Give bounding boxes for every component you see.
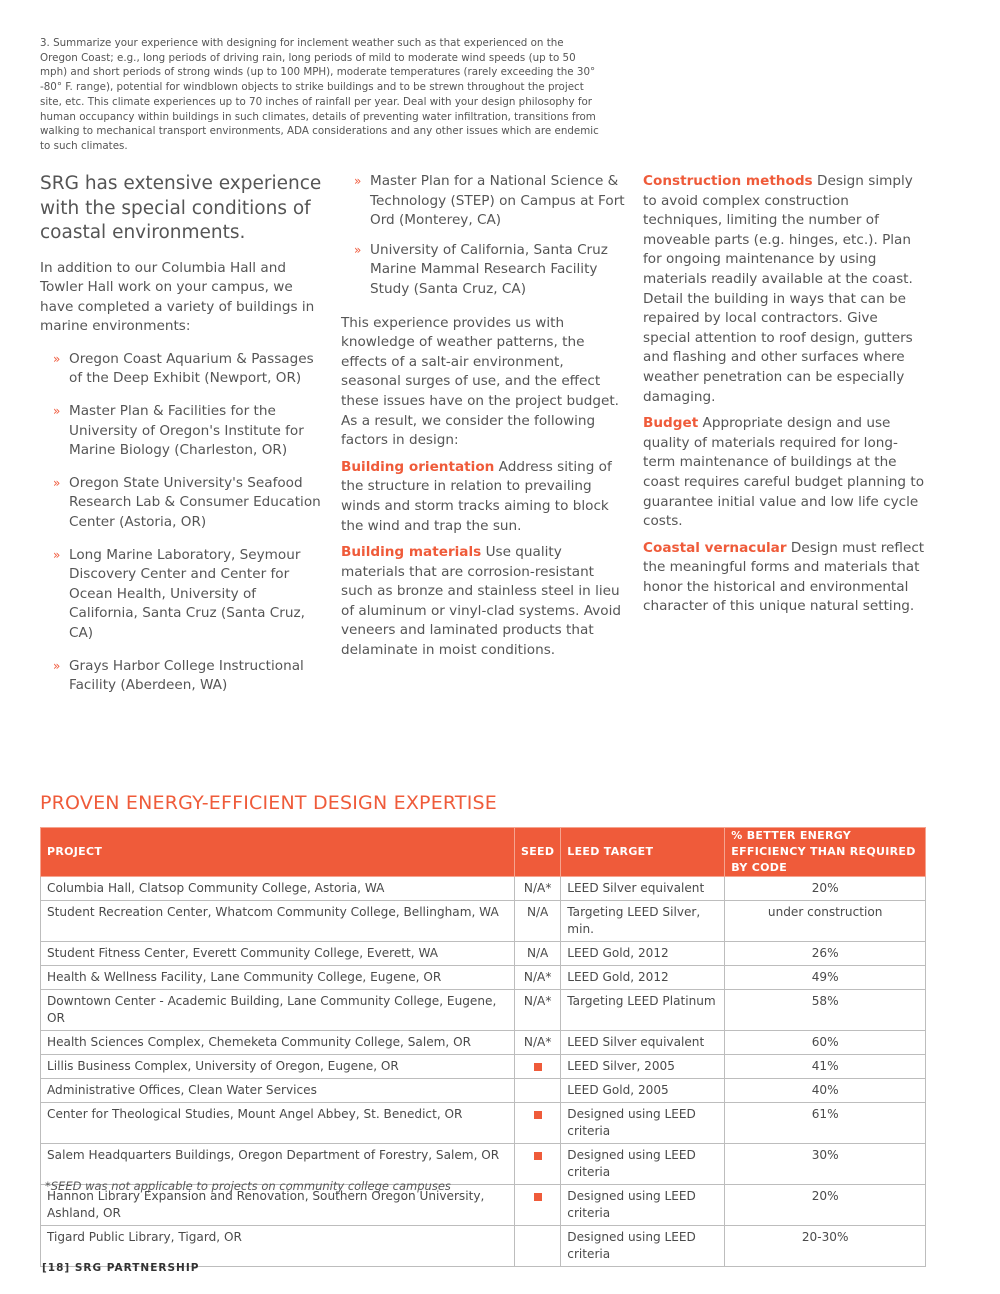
column-2 (341, 172, 626, 668)
table-header-row (41, 828, 926, 877)
cell-leed: LEED Gold, 2005 (561, 1079, 725, 1103)
list-item-text: Long Marine Laboratory, Seymour Discovery Center and Center for Ocean Health, University of California, Santa Cruz (Santa Cruz, CA) (69, 546, 305, 641)
cell-seed (515, 1226, 561, 1267)
table-row (41, 1031, 926, 1055)
cell-leed: Targeting LEED Silver, min. (561, 901, 725, 942)
design-factor (643, 172, 929, 407)
cell-project: Health & Wellness Facility, Lane Community College, Eugene, OR (41, 966, 515, 990)
seed-marker-icon (534, 1111, 542, 1119)
cell-project: Health Sciences Complex, Chemeketa Community College, Salem, OR (41, 1031, 515, 1055)
bullet-mark-icon: » (354, 242, 362, 257)
cell-seed (515, 1144, 561, 1185)
header-efficiency: % BETTER ENERGY EFFICIENCY THAN REQUIRED BY CODE (725, 828, 926, 877)
energy-section-title: PROVEN ENERGY-EFFICIENT DESIGN EXPERTISE (40, 792, 497, 814)
intro-paragraph: In addition to our Columbia Hall and Towler Hall work on your campus, we have completed a variety of buildings in marine environments: (40, 259, 315, 335)
list-item-text: Grays Harbor College Instructional Facility (Aberdeen, WA) (69, 657, 304, 694)
header-seed: SEED (515, 828, 561, 877)
header-project: PROJECT (41, 828, 515, 877)
cell-project: Center for Theological Studies, Mount Angel Abbey, St. Benedict, OR (41, 1103, 515, 1144)
design-factor (341, 458, 626, 536)
cell-project: Lillis Business Complex, University of Oregon, Eugene, OR (41, 1055, 515, 1079)
experience-paragraph: This experience provides us with knowledge of weather patterns, the effects of a salt-air environment, seasonal surges of use, and the effect these issues have on the project budget. As a result, we consider the following factors in design: (341, 314, 619, 449)
cell-leed: Targeting LEED Platinum (561, 990, 725, 1031)
cell-efficiency: 58% (725, 990, 926, 1031)
list-item (40, 657, 328, 696)
table-row (41, 1103, 926, 1144)
cell-efficiency: 61% (725, 1103, 926, 1144)
cell-project: Hannon Library Expansion and Renovation, Southern Oregon University, Ashland, OR (41, 1185, 515, 1226)
list-item-text: Master Plan & Facilities for the University of Oregon's Institute for Marine Biology (Charleston, OR) (69, 403, 304, 459)
table-row (41, 1079, 926, 1103)
table-row (41, 966, 926, 990)
factor-text: Design simply to avoid complex construction techniques, limiting the number of moveable parts (e.g. hinges, etc.). Plan for ongoing maintenance by using materials readily available at the coast. Detail the building in ways that can be repaired by local contractors. Give special attention to roof design, gutters and flashing and other surfaces where weather penetration can be especially damaging. (643, 173, 913, 405)
cell-leed: LEED Silver, 2005 (561, 1055, 725, 1079)
design-factor (643, 539, 929, 617)
factor-heading: Budget (643, 415, 699, 432)
cell-seed: N/A* (515, 1031, 561, 1055)
list-item (341, 241, 626, 300)
cell-seed: N/A* (515, 966, 561, 990)
cell-seed: N/A* (515, 990, 561, 1031)
design-factors-continued (643, 172, 929, 617)
cell-project: Tigard Public Library, Tigard, OR (41, 1226, 515, 1267)
cell-efficiency: 30% (725, 1144, 926, 1185)
cell-efficiency: 60% (725, 1031, 926, 1055)
list-item (40, 546, 328, 644)
cell-seed: N/A (515, 942, 561, 966)
cell-project: Administrative Offices, Clean Water Services (41, 1079, 515, 1103)
cell-leed: Designed using LEED criteria (561, 1226, 725, 1267)
list-item-text: Master Plan for a National Science & Technology (STEP) on Campus at Fort Ord (Monterey, CA) (370, 173, 625, 229)
factor-text: Design must reflect the meaningful forms and materials that honor the historical and environmental character of this unique natural setting. (643, 539, 925, 615)
column-3 (643, 172, 929, 624)
cell-seed (515, 1055, 561, 1079)
cell-seed (515, 1079, 561, 1103)
table-row (41, 1055, 926, 1079)
table-row (41, 990, 926, 1031)
cell-efficiency: under construction (725, 901, 926, 942)
cell-leed: Designed using LEED criteria (561, 1185, 725, 1226)
seed-marker-icon (534, 1193, 542, 1201)
energy-table (40, 827, 926, 1267)
cell-project: Student Recreation Center, Whatcom Community College, Bellingham, WA (41, 901, 515, 942)
cell-leed: LEED Gold, 2012 (561, 942, 725, 966)
list-item-text: University of California, Santa Cruz Marine Mammal Research Facility Study (Santa Cruz, CA) (370, 241, 608, 297)
cell-seed (515, 1185, 561, 1226)
cell-project: Student Fitness Center, Everett Community College, Everett, WA (41, 942, 515, 966)
bullet-mark-icon: » (53, 658, 61, 673)
header-leed: LEED TARGET (561, 828, 725, 877)
cell-project: Columbia Hall, Clatsop Community College, Astoria, WA (41, 877, 515, 901)
cell-project: Downtown Center - Academic Building, Lane Community College, Eugene, OR (41, 990, 515, 1031)
design-factor (643, 414, 929, 532)
design-factor (341, 543, 626, 661)
list-item (40, 402, 328, 461)
bullet-mark-icon: » (53, 351, 61, 366)
factor-heading: Construction methods (643, 173, 813, 189)
factor-heading: Building materials (341, 544, 482, 561)
table-footnote: *SEED was not applicable to projects on community college campuses (45, 1179, 451, 1193)
list-item (40, 474, 328, 533)
cell-project: Salem Headquarters Buildings, Oregon Department of Forestry, Salem, OR (41, 1144, 515, 1185)
factor-text: Appropriate design and use quality of materials required for long-term maintenance of buildings at the coast requires careful budget planning to guarantee initial value and low life cycle costs. (643, 415, 925, 530)
column-1 (40, 172, 328, 709)
cell-leed: Designed using LEED criteria (561, 1103, 725, 1144)
lead-heading: SRG has extensive experience with the special conditions of coastal environments. (40, 173, 322, 243)
list-item-text: Oregon State University's Seafood Research Lab & Consumer Education Center (Astoria, OR) (69, 474, 321, 531)
cell-efficiency: 26% (725, 942, 926, 966)
factor-heading: Building orientation (341, 458, 495, 475)
list-item (40, 350, 328, 389)
table-row (41, 942, 926, 966)
factor-text: Use quality materials that are corrosion-resistant such as bronze and stainless steel in lieu of aluminum or vinyl-clad systems. Avoid veneers and laminated products that delaminate in moist conditions. (341, 544, 622, 659)
cell-efficiency: 20-30% (725, 1226, 926, 1267)
cell-leed: LEED Gold, 2012 (561, 966, 725, 990)
cell-efficiency: 49% (725, 966, 926, 990)
bullet-mark-icon: » (53, 404, 61, 419)
bullet-mark-icon: » (53, 547, 61, 562)
cell-efficiency: 20% (725, 1185, 926, 1226)
cell-leed: Designed using LEED criteria (561, 1144, 725, 1185)
bullet-mark-icon: » (53, 475, 61, 490)
seed-marker-icon (534, 1063, 542, 1071)
cell-seed: N/A (515, 901, 561, 942)
bullet-mark-icon: » (354, 174, 362, 188)
design-factors (341, 458, 626, 661)
cell-efficiency: 20% (725, 877, 926, 901)
list-item (341, 172, 626, 231)
cell-leed: LEED Silver equivalent (561, 1031, 725, 1055)
project-list (40, 350, 328, 696)
factor-heading: Coastal vernacular (643, 539, 787, 556)
cell-efficiency: 40% (725, 1079, 926, 1103)
cell-seed: N/A* (515, 877, 561, 901)
list-item-text: Oregon Coast Aquarium & Passages of the Deep Exhibit (Newport, OR) (69, 350, 314, 387)
question-text: 3. Summarize your experience with designing for inclement weather such as that experienced on the Oregon Coast; e.g., long periods of driving rain, long periods of mild to moderate wind speeds (up to 50 mph) and short periods of strong winds (up to 100 MPH), moderate temperatures (rarely exceeding the 30° -80° F. range), potential for windblown objects to strike buildings and to be strewn throughout the project site, etc. This climate experiences up to 70 inches of rainfall per year. Deal with your design philosophy for human occupancy within buildings in such climates, details of preventing water infiltration, transitions from walking to mechanical transport environments, ADA considerations and any other issues which are endemic to such climates. (40, 37, 599, 152)
table-row (41, 1226, 926, 1267)
factor-text: Address siting of the structure in relation to prevailing winds and storm tracks aiming to block the wind and trap the sun. (341, 458, 612, 534)
cell-efficiency: 41% (725, 1055, 926, 1079)
cell-leed: LEED Silver equivalent (561, 877, 725, 901)
page-footer: [18] SRG PARTNERSHIP (42, 1262, 200, 1274)
table-row (41, 877, 926, 901)
cell-seed (515, 1103, 561, 1144)
seed-marker-icon (534, 1152, 542, 1160)
table-row (41, 901, 926, 942)
project-list-continued (341, 172, 626, 300)
